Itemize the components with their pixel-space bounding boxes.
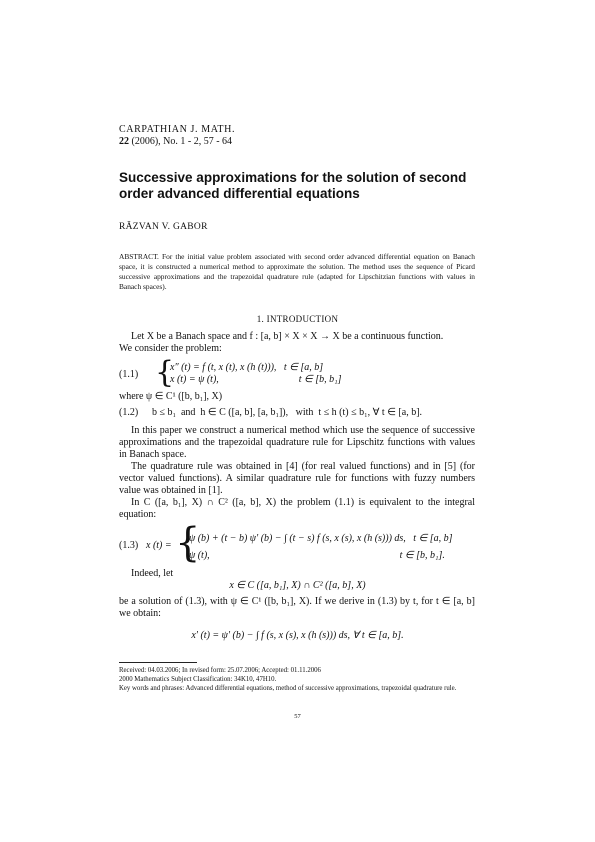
volume-info <box>119 136 232 147</box>
eq-1-3-row-1: ψ (b) + (t − b) ψ′ (b) − ∫ (t − s) f (s, x (s), x (h (s))) ds, t ∈ [a, b] <box>189 533 453 544</box>
volume-details: (2006), No. 1 - 2, 57 - 64 <box>131 136 233 147</box>
where-line: where ψ ∈ C¹ ([b, b₁], X) <box>119 391 223 402</box>
paper-title: Successive approximations for the solution of second order advanced differential equations <box>119 170 467 201</box>
left-brace-icon: { <box>175 520 201 566</box>
derivative-equation: x′ (t) = ψ′ (b) − ∫ f (s, x (s), x (h (s))) ds, ∀ t ∈ [a, b]. <box>191 630 404 641</box>
abstract: ABSTRACT. For the initial value problem associated with second order advanced differential equation on Banach space, it is constructed a numerical method to approximate the solution. The method uses the sequence of Picard successive approximations and the trapezoidal quadrature rule (adapted for Lipschitzian functions with values in Banach spaces). <box>119 252 475 291</box>
paragraph-4: In C ([a, b₁], X) ∩ C² ([a, b], X) the problem (1.1) is equivalent to the integral equation: <box>119 497 475 521</box>
centered-statement: x ∈ C ([a, b₁], X) ∩ C² ([a, b], X) <box>229 580 366 591</box>
eq-1-2: b ≤ b₁ and h ∈ C ([a, b], [a, b₁]), with t ≤ h (t) ≤ b₁, ∀ t ∈ [a, b]. <box>152 407 423 418</box>
keywords: Key words and phrases: Advanced differential equations, method of successive approximations, trapezoidal quadrature rule. <box>119 685 457 692</box>
paragraph-3: The quadrature rule was obtained in [4] (for real valued functions) and in [5] (for vector valued functions). A similar quadrature rule for functions with fuzzy numbers value was obtained in [1]. <box>119 461 475 497</box>
paragraph-2: In this paper we construct a numerical method which use the sequence of successive approximations and the trapezoidal quadrature rule for Lipschitz functions with values in Banach space. <box>119 425 475 461</box>
volume-number: 22 <box>119 136 129 147</box>
journal-name: CARPATHIAN J. MATH. <box>119 124 236 135</box>
eq-1-3-row-2: ψ (t), t ∈ [b, b₁]. <box>189 550 445 561</box>
indeed-line: Indeed, let <box>131 568 174 579</box>
eq-1-1-row-1: x″ (t) = f (t, x (t), x (h (t))), t ∈ [a, b] <box>170 362 324 373</box>
paragraph-5: be a solution of (1.3), with ψ ∈ C¹ ([b, b₁], X). If we derive in (1.3) by t, for t ∈ [a, b] we obtain: <box>119 596 475 620</box>
intro-line-2: We consider the problem: <box>119 343 222 354</box>
eq-1-3-lhs: x (t) = <box>146 540 172 551</box>
eq-1-2-label: (1.2) <box>119 407 139 418</box>
left-brace-icon: { <box>155 355 175 390</box>
page-number: 57 <box>294 713 301 720</box>
received-dates: Received: 04.03.2006; In revised form: 25.07.2006; Accepted: 01.11.2006 <box>119 667 321 674</box>
intro-line-1: Let X be a Banach space and f : [a, b] × X × X → X be a continuous function. <box>131 331 444 342</box>
msc-classification: 2000 Mathematics Subject Classification: 34K10, 47H10. <box>119 676 277 683</box>
eq-1-3-label: (1.3) <box>119 540 139 551</box>
eq-1-1-label: (1.1) <box>119 369 139 380</box>
eq-1-1-row-2: x (t) = ψ (t), t ∈ [b, b₁] <box>170 374 342 385</box>
section-heading: 1. INTRODUCTION <box>256 314 339 324</box>
footnote-rule <box>119 662 197 663</box>
author-name: RĂZVAN V. GABOR <box>119 222 208 232</box>
